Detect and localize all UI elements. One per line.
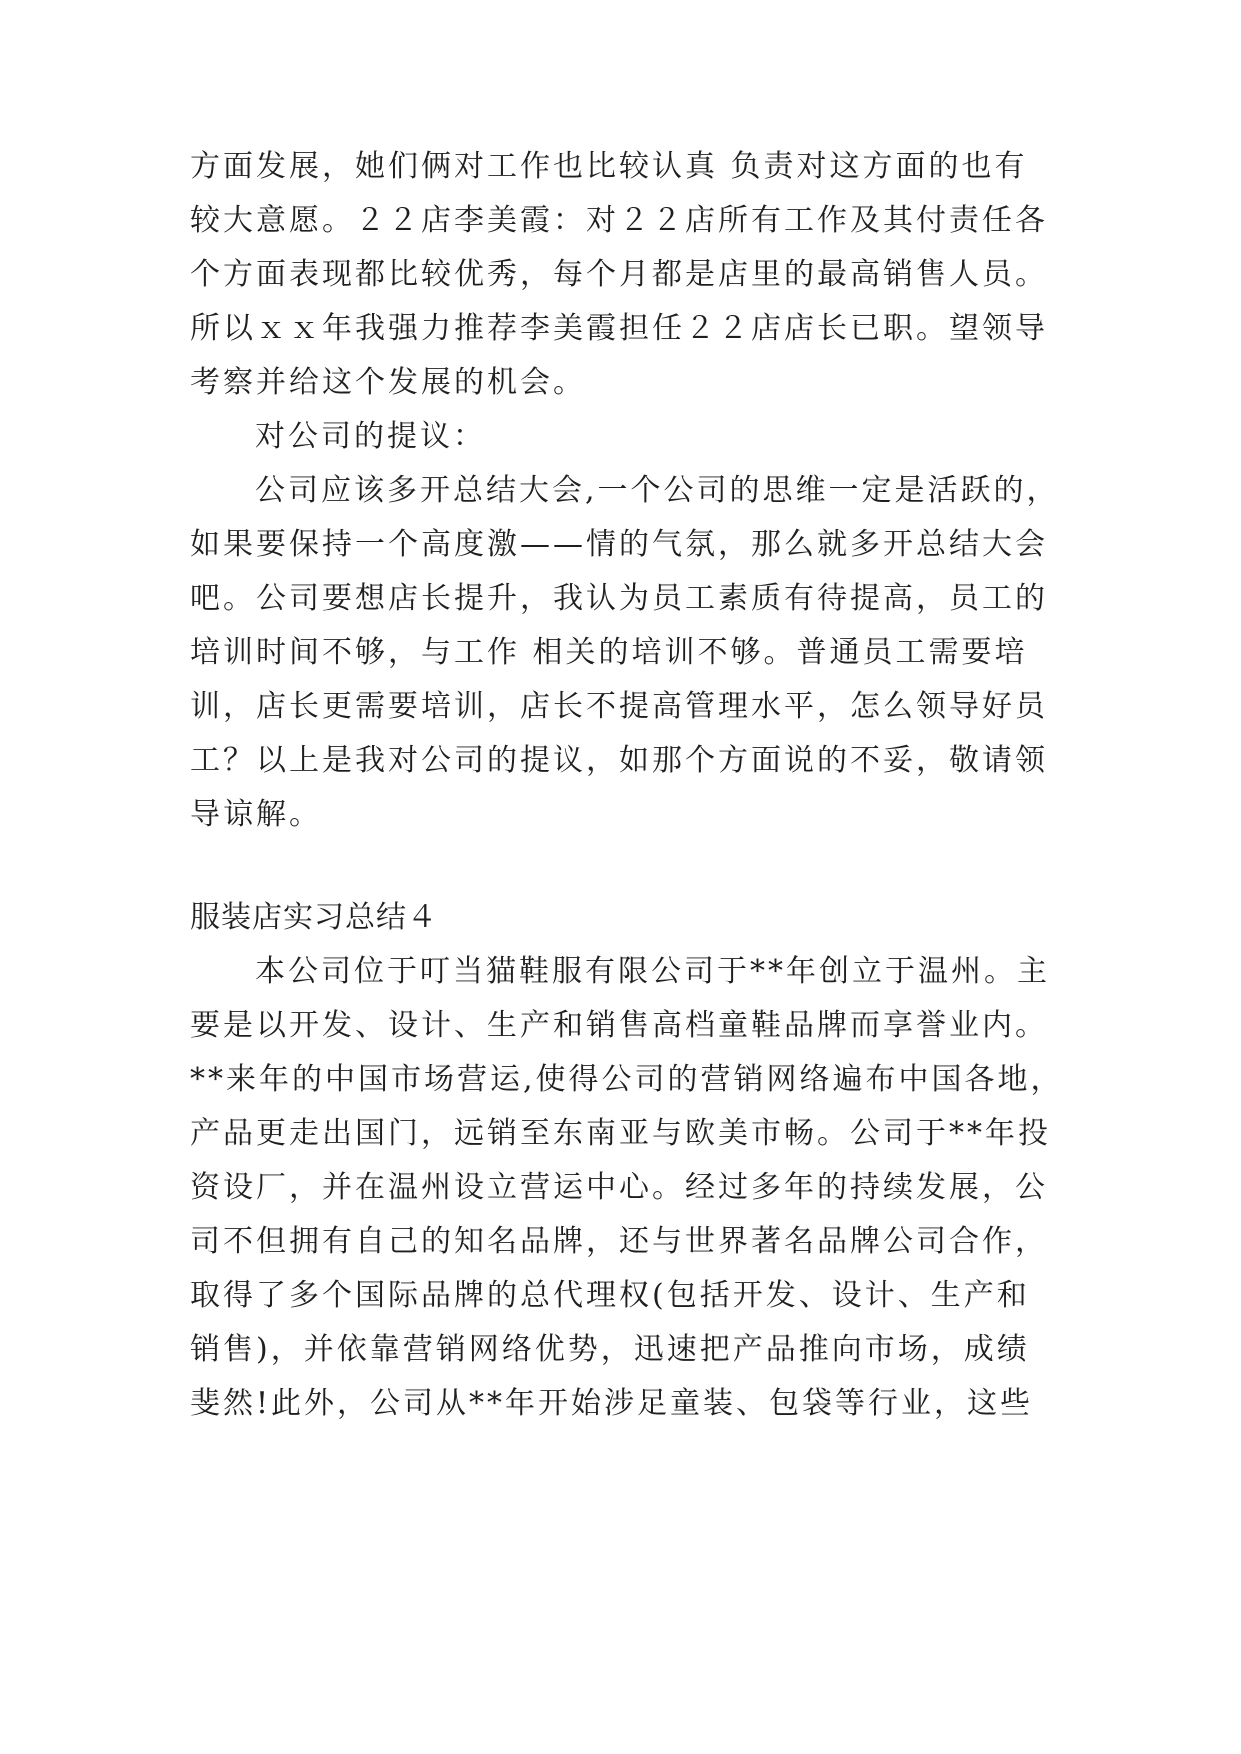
body-text-line: 取得了多个国际品牌的总代理权(包括开发、设计、生产和 (190, 1278, 1030, 1313)
body-text-line: 如果要保持一个高度激——情的气氛，那么就多开总结大会 (190, 527, 1048, 562)
body-text-line: 所以ｘｘ年我强力推荐李美霞担任２２店店长已职。望领导 (190, 311, 1048, 346)
body-text-line: 吧。公司要想店长提升，我认为员工素质有待提高，员工的 (190, 581, 1048, 616)
body-text-line: 培训时间不够，与工作 相关的培训不够。普通员工需要培 (190, 635, 1028, 670)
body-text-line: 训，店长更需要培训，店长不提高管理水平，怎么领导好员 (190, 689, 1048, 724)
body-text-line: 公司应该多开总结大会,一个公司的思维一定是活跃的， (255, 473, 1060, 508)
body-text-line: 工？以上是我对公司的提议，如那个方面说的不妥，敬请领 (190, 743, 1048, 778)
section-title: 服装店实习总结４ (190, 900, 438, 935)
body-text-line: 资设厂，并在温州设立营运中心。经过多年的持续发展，公 (190, 1170, 1048, 1205)
subsection-heading: 对公司的提议： (255, 419, 486, 454)
body-text-line: 销售)，并依靠营销网络优势，迅速把产品推向市场，成绩 (190, 1332, 1030, 1367)
body-text-line: 本公司位于叮当猫鞋服有限公司于**年创立于温州。主 (255, 954, 1050, 989)
body-text-line: 斐然!此外，公司从**年开始涉足童装、包袋等行业，这些 (190, 1386, 1034, 1421)
body-text-line: 产品更走出国门，远销至东南亚与欧美市畅。公司于**年投 (190, 1116, 1051, 1151)
body-text-line: 较大意愿。２２店李美霞：对２２店所有工作及其付责任各 (190, 203, 1048, 238)
body-text-line: **来年的中国市场营运,使得公司的营销网络遍布中国各地， (190, 1062, 1064, 1097)
body-text-line: 导谅解。 (190, 797, 322, 832)
body-text-line: 方面发展，她们俩对工作也比较认真 负责对这方面的也有 (190, 149, 1028, 184)
body-text-line: 个方面表现都比较优秀，每个月都是店里的最高销售人员。 (190, 257, 1048, 292)
body-text-line: 司不但拥有自己的知名品牌，还与世界著名品牌公司合作， (190, 1224, 1048, 1259)
body-text-line: 要是以开发、设计、生产和销售高档童鞋品牌而享誉业内。 (190, 1008, 1048, 1043)
body-text-line: 考察并给这个发展的机会。 (190, 365, 586, 400)
